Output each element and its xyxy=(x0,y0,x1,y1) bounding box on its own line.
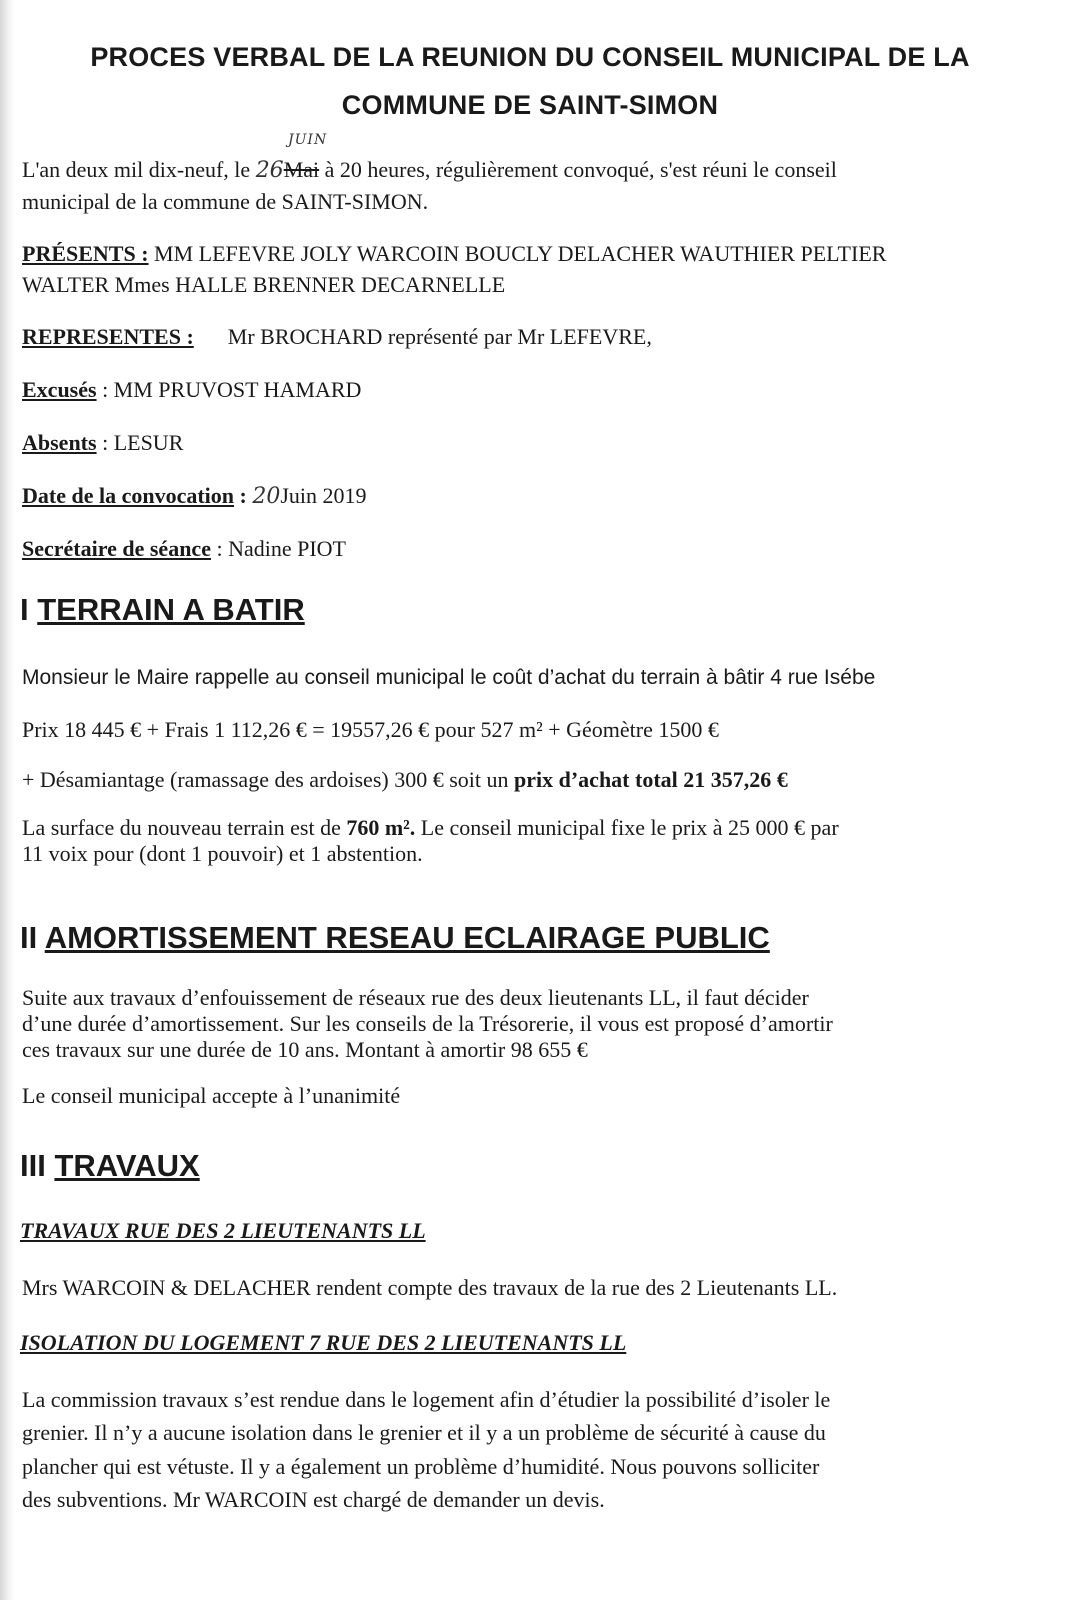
convocation-value: Juin 2019 xyxy=(280,483,367,508)
section-1-paragraph-1: Monsieur le Maire rappelle au conseil municipal le coût d’achat du terrain à bâtir 4 rue Isébe xyxy=(22,666,876,689)
section-2-line-1: Suite aux travaux d’enfouissement de réseaux rue des deux lieutenants LL, il faut décider xyxy=(22,985,809,1010)
section-1-p4-text-c: Le conseil municipal fixe le prix à 25 000 € par xyxy=(415,815,839,840)
intro-line-2: municipal de la commune de SAINT-SIMON. xyxy=(22,189,429,214)
document-title-line-1: PROCES VERBAL DE LA REUNION DU CONSEIL MUNICIPAL DE LA xyxy=(90,42,970,72)
presents-names: MM LEFEVRE JOLY WARCOIN BOUCLY DELACHER WAUTHIER PELTIER xyxy=(148,241,887,266)
presents-line-1 xyxy=(22,240,886,268)
handwritten-convocation-day: 20 xyxy=(252,484,281,509)
convocation-label: Date de la convocation xyxy=(22,483,235,508)
section-1-surface: 760 m². xyxy=(346,815,416,840)
excuses-value: : MM PRUVOST HAMARD xyxy=(96,377,362,402)
excuses-label: Excusés xyxy=(22,377,97,402)
presents-line-2: WALTER Mmes HALLE BRENNER DECARNELLE xyxy=(22,272,506,297)
representes-value: Mr BROCHARD représenté par Mr LEFEVRE, xyxy=(227,324,652,349)
absents-line xyxy=(22,429,183,457)
intro-text-before-date: L'an deux mil dix-neuf, le xyxy=(22,157,256,182)
crossed-out-month: Mai xyxy=(283,157,320,182)
section-2-line-2: d’une durée d’amortissement. Sur les conseils de la Trésorerie, il vous est proposé d’amortir xyxy=(22,1011,833,1036)
handwritten-day: 26 xyxy=(255,158,284,183)
section-1-paragraph-4-line-1 xyxy=(22,814,839,842)
representes-label: REPRESENTES : xyxy=(22,324,194,349)
document-title-line-2: COMMUNE DE SAINT-SIMON xyxy=(341,90,719,120)
absents-value: : LESUR xyxy=(96,430,184,455)
convocation-separator: : xyxy=(234,483,253,508)
section-1-number: I xyxy=(20,592,38,627)
absents-label: Absents xyxy=(22,430,97,455)
section-1-p4-text-a: La surface du nouveau terrain est de xyxy=(22,815,347,840)
section-3-number: III xyxy=(20,1148,55,1183)
section-1-paragraph-3 xyxy=(22,766,788,794)
subsection-isolation-line-3: plancher qui est vétuste. Il y a également un problème d’humidité. Nous pouvons solliciter xyxy=(22,1454,820,1479)
convocation-line xyxy=(22,482,367,511)
section-2-heading xyxy=(20,920,770,956)
section-2-number: II xyxy=(20,920,45,955)
representes-line xyxy=(22,323,652,351)
subsection-isolation-line-2: grenier. Il n’y a aucune isolation dans le grenier et il y a un problème de sécurité à cause du xyxy=(22,1420,826,1445)
section-1-paragraph-2: Prix 18 445 € + Frais 1 112,26 € = 19557,26 € pour 527 m² + Géomètre 1500 € xyxy=(22,717,719,742)
section-3-heading xyxy=(20,1148,200,1184)
secretaire-line xyxy=(22,535,346,563)
handwritten-month: JUIN xyxy=(288,132,328,148)
subsection-isolation-line-4: des subventions. Mr WARCOIN est chargé de demander un devis. xyxy=(22,1487,605,1512)
intro-line-1 xyxy=(22,156,837,185)
section-1-title: TERRAIN A BATIR xyxy=(37,592,305,627)
section-1-total-price: prix d’achat total 21 357,26 € xyxy=(514,767,788,792)
subsection-isolation: ISOLATION DU LOGEMENT 7 RUE DES 2 LIEUTENANTS LL xyxy=(20,1330,627,1355)
section-3-title: TRAVAUX xyxy=(54,1148,200,1183)
section-1-heading xyxy=(20,592,305,628)
subsection-isolation-line-1: La commission travaux s’est rendue dans le logement afin d’étudier la possibilité d’isoler le xyxy=(22,1387,831,1412)
section-2-line-3: ces travaux sur une durée de 10 ans. Montant à amortir 98 655 € xyxy=(22,1037,588,1062)
secretaire-value: : Nadine PIOT xyxy=(210,536,346,561)
intro-text-after-date: à 20 heures, régulièrement convoqué, s'est réuni le conseil xyxy=(319,157,837,182)
subsection-travaux-rue: TRAVAUX RUE DES 2 LIEUTENANTS LL xyxy=(20,1218,426,1243)
section-1-p3-text: + Désamiantage (ramassage des ardoises) 300 € soit un xyxy=(22,767,514,792)
section-1-paragraph-4-line-2: 11 voix pour (dont 1 pouvoir) et 1 abstention. xyxy=(22,841,423,866)
subsection-travaux-rue-text: Mrs WARCOIN & DELACHER rendent compte des travaux de la rue des 2 Lieutenants LL. xyxy=(22,1275,838,1300)
section-2-line-4: Le conseil municipal accepte à l’unanimité xyxy=(22,1083,401,1108)
presents-label: PRÉSENTS : xyxy=(22,241,149,266)
section-2-title: AMORTISSEMENT RESEAU ECLAIRAGE PUBLIC xyxy=(44,920,770,955)
excuses-line xyxy=(22,376,361,404)
secretaire-label: Secrétaire de séance xyxy=(22,536,211,561)
